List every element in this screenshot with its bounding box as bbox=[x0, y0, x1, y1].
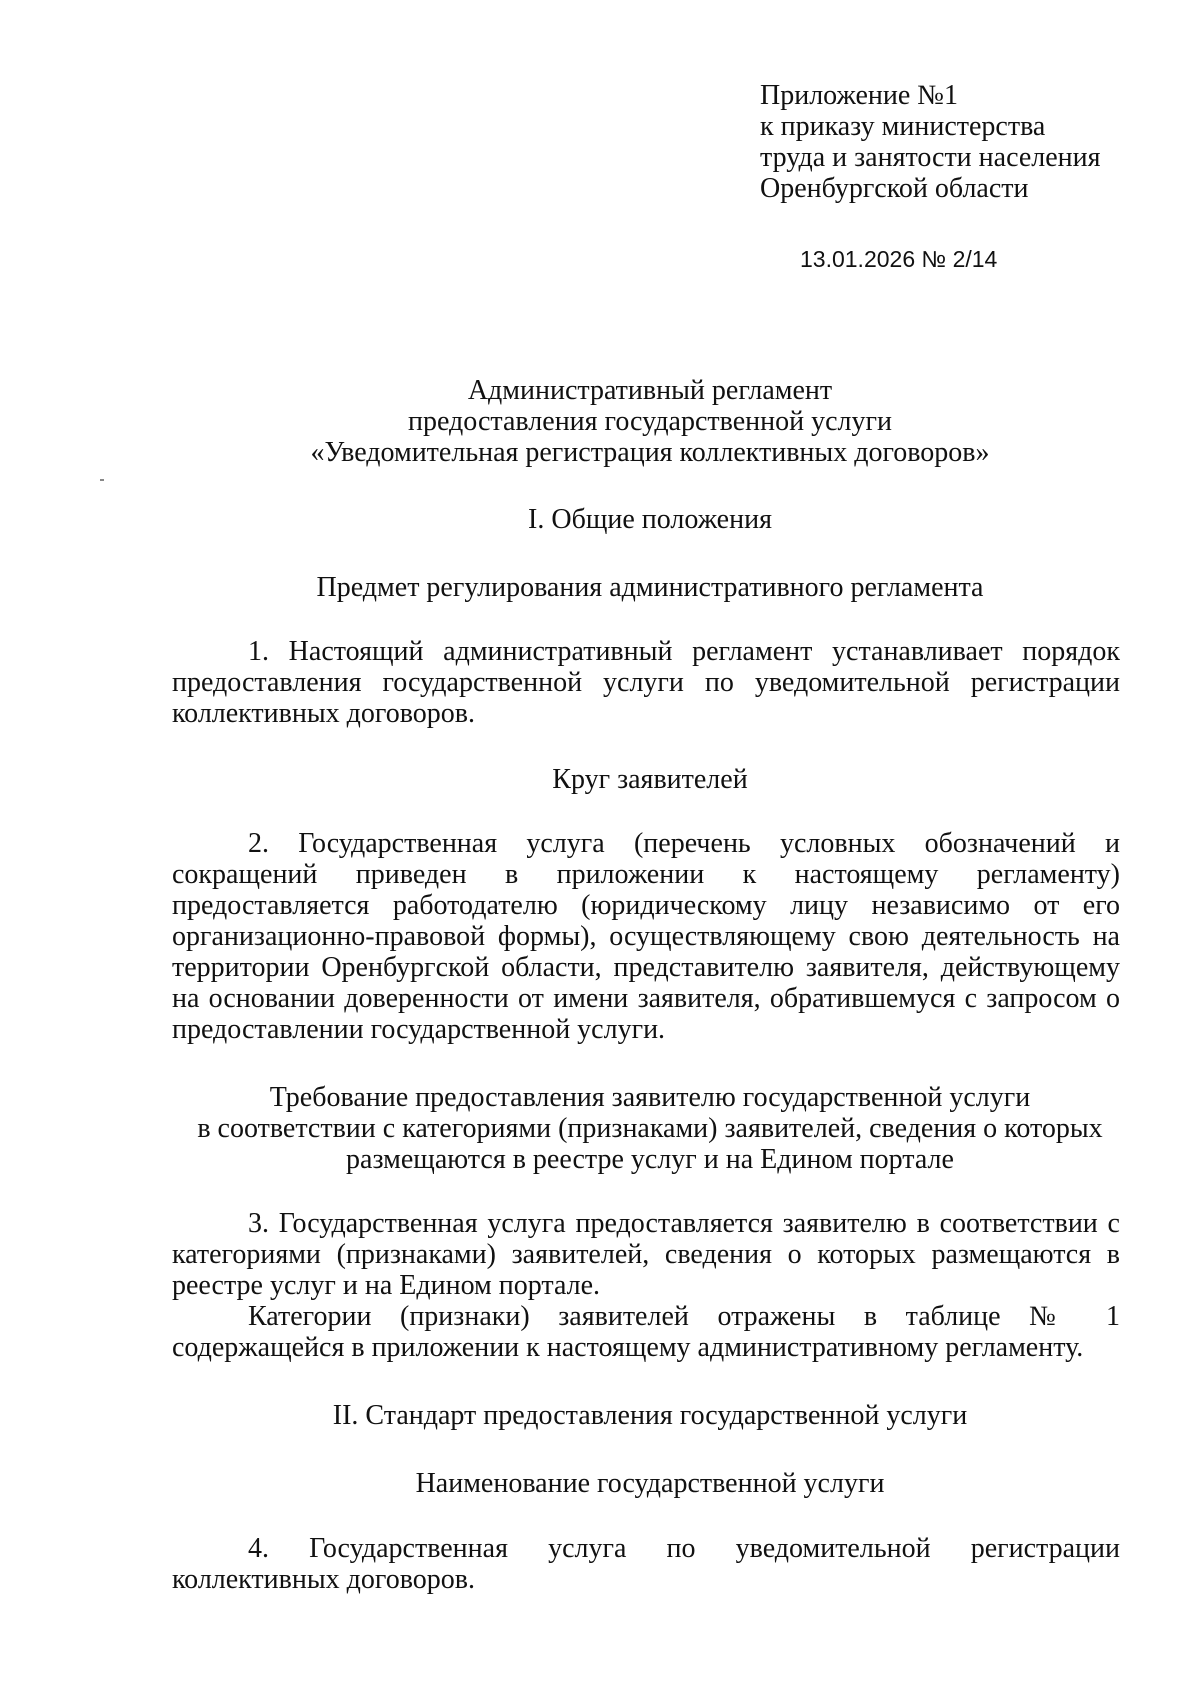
p2-line-2: сокращений приведен в приложении к настоящему регламенту) bbox=[172, 859, 1120, 890]
subject-heading-text: Предмет регулирования административного регламента bbox=[316, 572, 984, 603]
p1-line-2: предоставления государственной услуги по уведомительной регистрации bbox=[172, 667, 1120, 698]
paragraph-2 bbox=[172, 828, 1120, 1045]
p2-line-4: организационно-правовой формы), осуществляющему свою деятельность на bbox=[172, 921, 1120, 952]
p3b-line-1: Категории (признаки) заявителей отражены в таблице № 1 bbox=[248, 1301, 1120, 1332]
requirement-line-1: Требование предоставления заявителю государственной услуги bbox=[269, 1082, 1031, 1113]
p3-line-3: реестре услуг и на Едином портале. bbox=[172, 1270, 601, 1301]
p4-line-1: 4. Государственная услуга по уведомительной регистрации bbox=[248, 1533, 1120, 1564]
title-line-3: «Уведомительная регистрация коллективных договоров» bbox=[310, 437, 990, 468]
service-name-heading bbox=[170, 1468, 1130, 1499]
section-1-heading bbox=[170, 504, 1130, 535]
p3-line-1: 3. Государственная услуга предоставляется заявителю в соответствии с bbox=[248, 1208, 1120, 1239]
paragraph-1 bbox=[172, 636, 1120, 729]
requirement-line-3: размещаются в реестре услуг и на Едином портале bbox=[346, 1144, 954, 1175]
annex-line-2: к приказу министерства bbox=[760, 111, 1046, 142]
p2-line-3: предоставляется работодателю (юридическому лицу независимо от его bbox=[172, 890, 1120, 921]
p2-line-6: на основании доверенности от имени заявителя, обратившемуся с запросом о bbox=[172, 983, 1120, 1014]
applicants-heading-text: Круг заявителей bbox=[552, 764, 748, 795]
annex-header bbox=[760, 80, 1101, 204]
p1-line-1: 1. Настоящий административный регламент устанавливает порядок bbox=[248, 636, 1120, 667]
p3b-line-2: содержащейся в приложении к настоящему административному регламенту. bbox=[172, 1332, 1084, 1363]
p2-line-1: 2. Государственная услуга (перечень условных обозначений и bbox=[248, 828, 1120, 859]
subject-heading bbox=[170, 572, 1130, 603]
paragraph-4 bbox=[172, 1533, 1120, 1595]
title-line-1: Административный регламент bbox=[467, 375, 833, 406]
applicants-heading bbox=[170, 764, 1130, 795]
p2-line-5: территории Оренбургской области, представителю заявителя, действующему bbox=[172, 952, 1120, 983]
p1-line-3: коллективных договоров. bbox=[172, 698, 475, 729]
section-2-heading bbox=[170, 1400, 1130, 1431]
service-name-heading-text: Наименование государственной услуги bbox=[415, 1468, 885, 1499]
title-line-2: предоставления государственной услуги bbox=[408, 406, 892, 437]
requirement-heading bbox=[170, 1082, 1130, 1175]
paragraph-3 bbox=[172, 1208, 1120, 1363]
annex-line-4: Оренбургской области bbox=[760, 173, 1029, 204]
requirement-line-2: в соответствии с категориями (признаками) заявителей, сведения о которых bbox=[197, 1113, 1103, 1144]
order-date-number: 13.01.2026 № 2/14 bbox=[800, 246, 998, 272]
p3-line-2: категориями (признаками) заявителей, сведения о которых размещаются в bbox=[172, 1239, 1120, 1270]
document-title bbox=[170, 375, 1130, 468]
annex-line-1: Приложение №1 bbox=[760, 80, 958, 111]
p2-line-7: предоставлении государственной услуги. bbox=[172, 1014, 666, 1045]
section-2-text: II. Стандарт предоставления государственной услуги bbox=[332, 1400, 968, 1431]
scan-speck bbox=[100, 479, 104, 481]
section-1-text: I. Общие положения bbox=[528, 504, 772, 535]
p4-line-2: коллективных договоров. bbox=[172, 1564, 475, 1595]
annex-line-3: труда и занятости населения bbox=[760, 142, 1101, 173]
